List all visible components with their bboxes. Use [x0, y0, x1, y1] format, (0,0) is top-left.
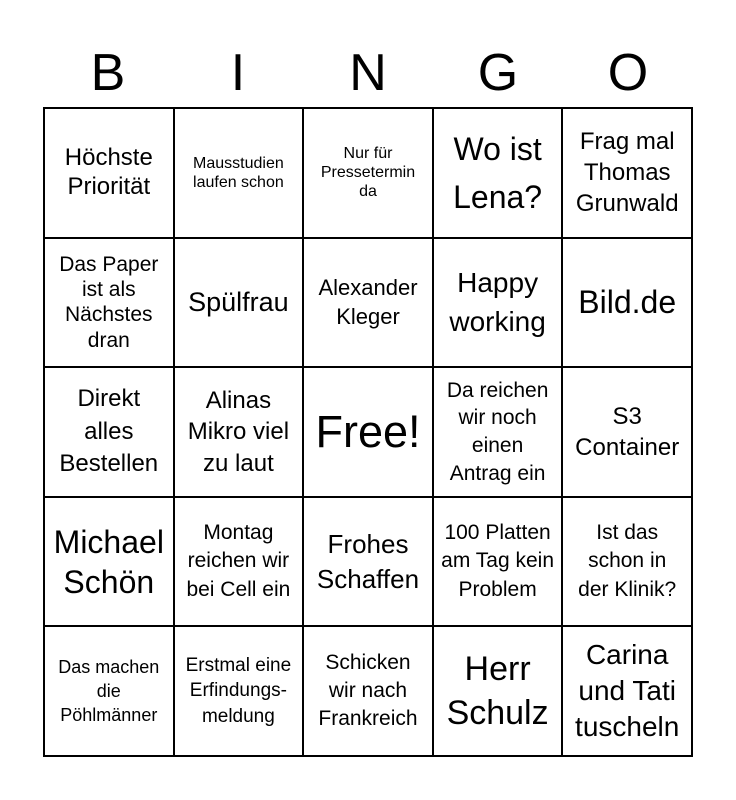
- bingo-cell[interactable]: [562, 626, 692, 756]
- cell-text: Bild.de: [578, 284, 677, 321]
- cell-text: Mausstudien laufen schon: [193, 154, 284, 191]
- bingo-cell[interactable]: [44, 367, 174, 497]
- bingo-cell[interactable]: [433, 108, 563, 238]
- bingo-cell[interactable]: [433, 626, 563, 756]
- bingo-cell[interactable]: [174, 626, 304, 756]
- cell-text: Alexander Kleger: [318, 274, 418, 330]
- bingo-cell[interactable]: [174, 108, 304, 238]
- cell-text: Höchste Priorität: [64, 144, 153, 200]
- bingo-cell[interactable]: [303, 626, 433, 756]
- cell-text: Happy working: [449, 267, 546, 338]
- header-letter-n: N: [349, 44, 387, 102]
- cell-text: Ist das schon in der Klinik?: [578, 521, 677, 601]
- cell-text: Montag reichen wir bei Cell ein: [186, 521, 291, 601]
- bingo-cell[interactable]: [303, 497, 433, 627]
- header-letter-o: O: [607, 44, 649, 102]
- cell-text: Spülfrau: [188, 287, 289, 318]
- cell-text: Michael Schön: [53, 523, 164, 600]
- cell-text: Frag mal Thomas Grunwald: [575, 128, 679, 218]
- bingo-cell[interactable]: [303, 108, 433, 238]
- cell-text: Alinas Mikro viel zu laut: [187, 387, 290, 477]
- bingo-cell[interactable]: [44, 626, 174, 756]
- cell-text: Erstmal eine Erfindungs-meldung: [185, 654, 292, 728]
- cell-text: S3 Container: [575, 402, 680, 461]
- bingo-cell[interactable]: [44, 238, 174, 368]
- cell-text: Das machen die Pöhlmänner: [58, 656, 160, 726]
- bingo-cell[interactable]: [44, 497, 174, 627]
- bingo-cell[interactable]: [562, 238, 692, 368]
- header-letter-i: I: [230, 44, 246, 102]
- bingo-card: [43, 107, 693, 757]
- bingo-cell[interactable]: [44, 108, 174, 238]
- cell-text: Nur für Pressetermin da: [320, 145, 416, 201]
- bingo-cell[interactable]: [433, 497, 563, 627]
- cell-text: Wo ist Lena?: [453, 130, 543, 215]
- bingo-cell[interactable]: [303, 238, 433, 368]
- header-letter-b: B: [90, 44, 126, 102]
- cell-text: Herr Schulz: [446, 650, 549, 733]
- bingo-cell[interactable]: [433, 367, 563, 497]
- bingo-cell[interactable]: [174, 367, 304, 497]
- header-letter-g: G: [477, 44, 519, 102]
- free-space-text: Free!: [315, 405, 421, 457]
- bingo-cell[interactable]: [562, 497, 692, 627]
- free-space-cell[interactable]: [303, 367, 433, 497]
- bingo-cell[interactable]: [562, 108, 692, 238]
- cell-text: Das Paper ist als Nächstes dran: [59, 253, 159, 352]
- bingo-cell[interactable]: [174, 497, 304, 627]
- bingo-cell[interactable]: [174, 238, 304, 368]
- bingo-header: [43, 40, 693, 106]
- bingo-cell[interactable]: [562, 367, 692, 497]
- cell-text: Frohes Schaffen: [316, 529, 420, 594]
- cell-text: Schicken wir nach Frankreich: [318, 650, 418, 731]
- cell-text: 100 Platten am Tag kein Problem: [441, 521, 555, 601]
- cell-text: Da reichen wir noch einen Antrag ein: [446, 378, 549, 485]
- cell-text: Direkt alles Bestellen: [59, 385, 159, 478]
- cell-text: Carina und Tati tuscheln: [575, 638, 680, 743]
- bingo-cell[interactable]: [433, 238, 563, 368]
